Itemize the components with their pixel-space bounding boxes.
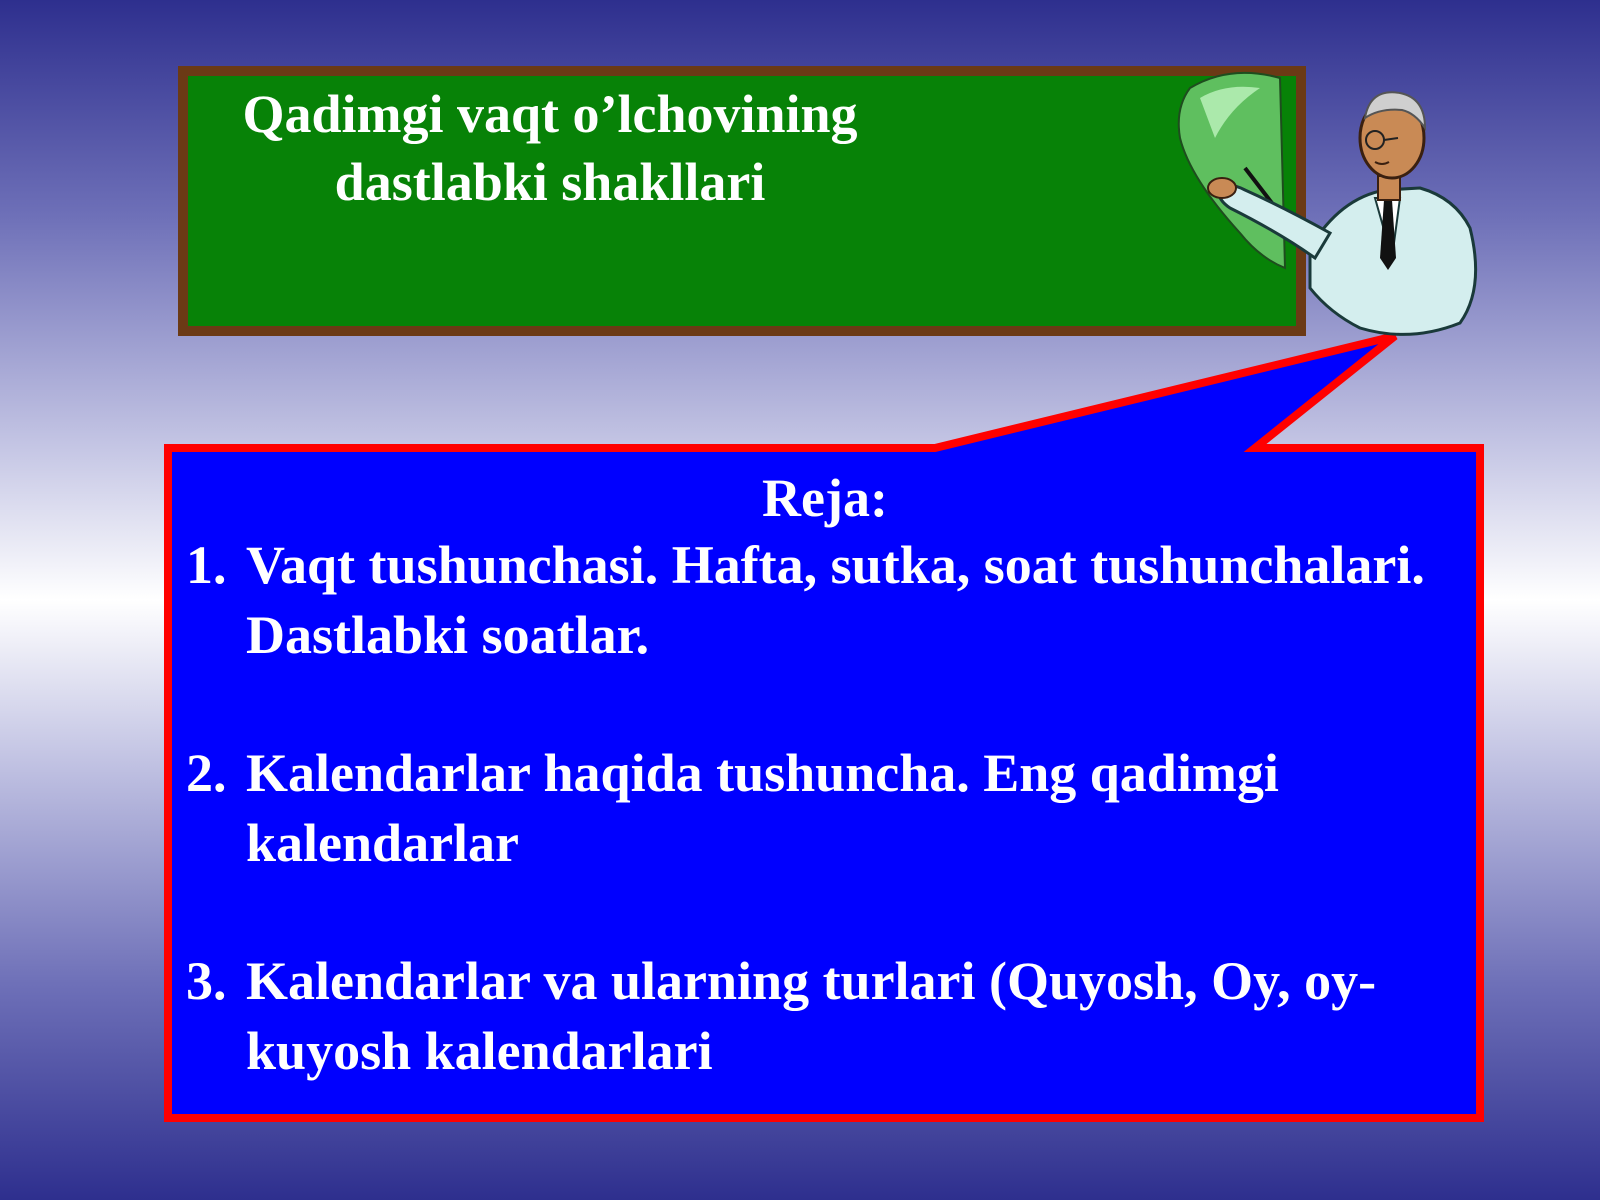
slide-title-line-2: dastlabki shakllari xyxy=(334,152,766,212)
slide-title-line-1: Qadimgi vaqt o’lchovining xyxy=(242,84,858,144)
plan-item xyxy=(186,738,1476,878)
plan-item xyxy=(186,530,1476,670)
plan-list xyxy=(186,530,1476,1154)
plan-item-number: 1. xyxy=(186,535,227,595)
plan-item-text: Kalendarlar haqida tushuncha. Eng qadimgi kalendarlar xyxy=(246,743,1279,873)
plan-heading: Reja: xyxy=(762,468,888,528)
plan-item-text: Vaqt tushunchasi. Hafta, sutka, soat tushunchalari. Dastlabki soatlar. xyxy=(246,535,1425,665)
plan-item-number: 2. xyxy=(186,743,227,803)
plan-item-number: 3. xyxy=(186,951,227,1011)
plan-item xyxy=(186,946,1476,1086)
plan-item-text: Kalendarlar va ularning turlari (Quyosh, Oy, oy-kuyosh kalendarlari xyxy=(246,951,1377,1081)
teacher-pointing-illustration xyxy=(1170,58,1500,348)
